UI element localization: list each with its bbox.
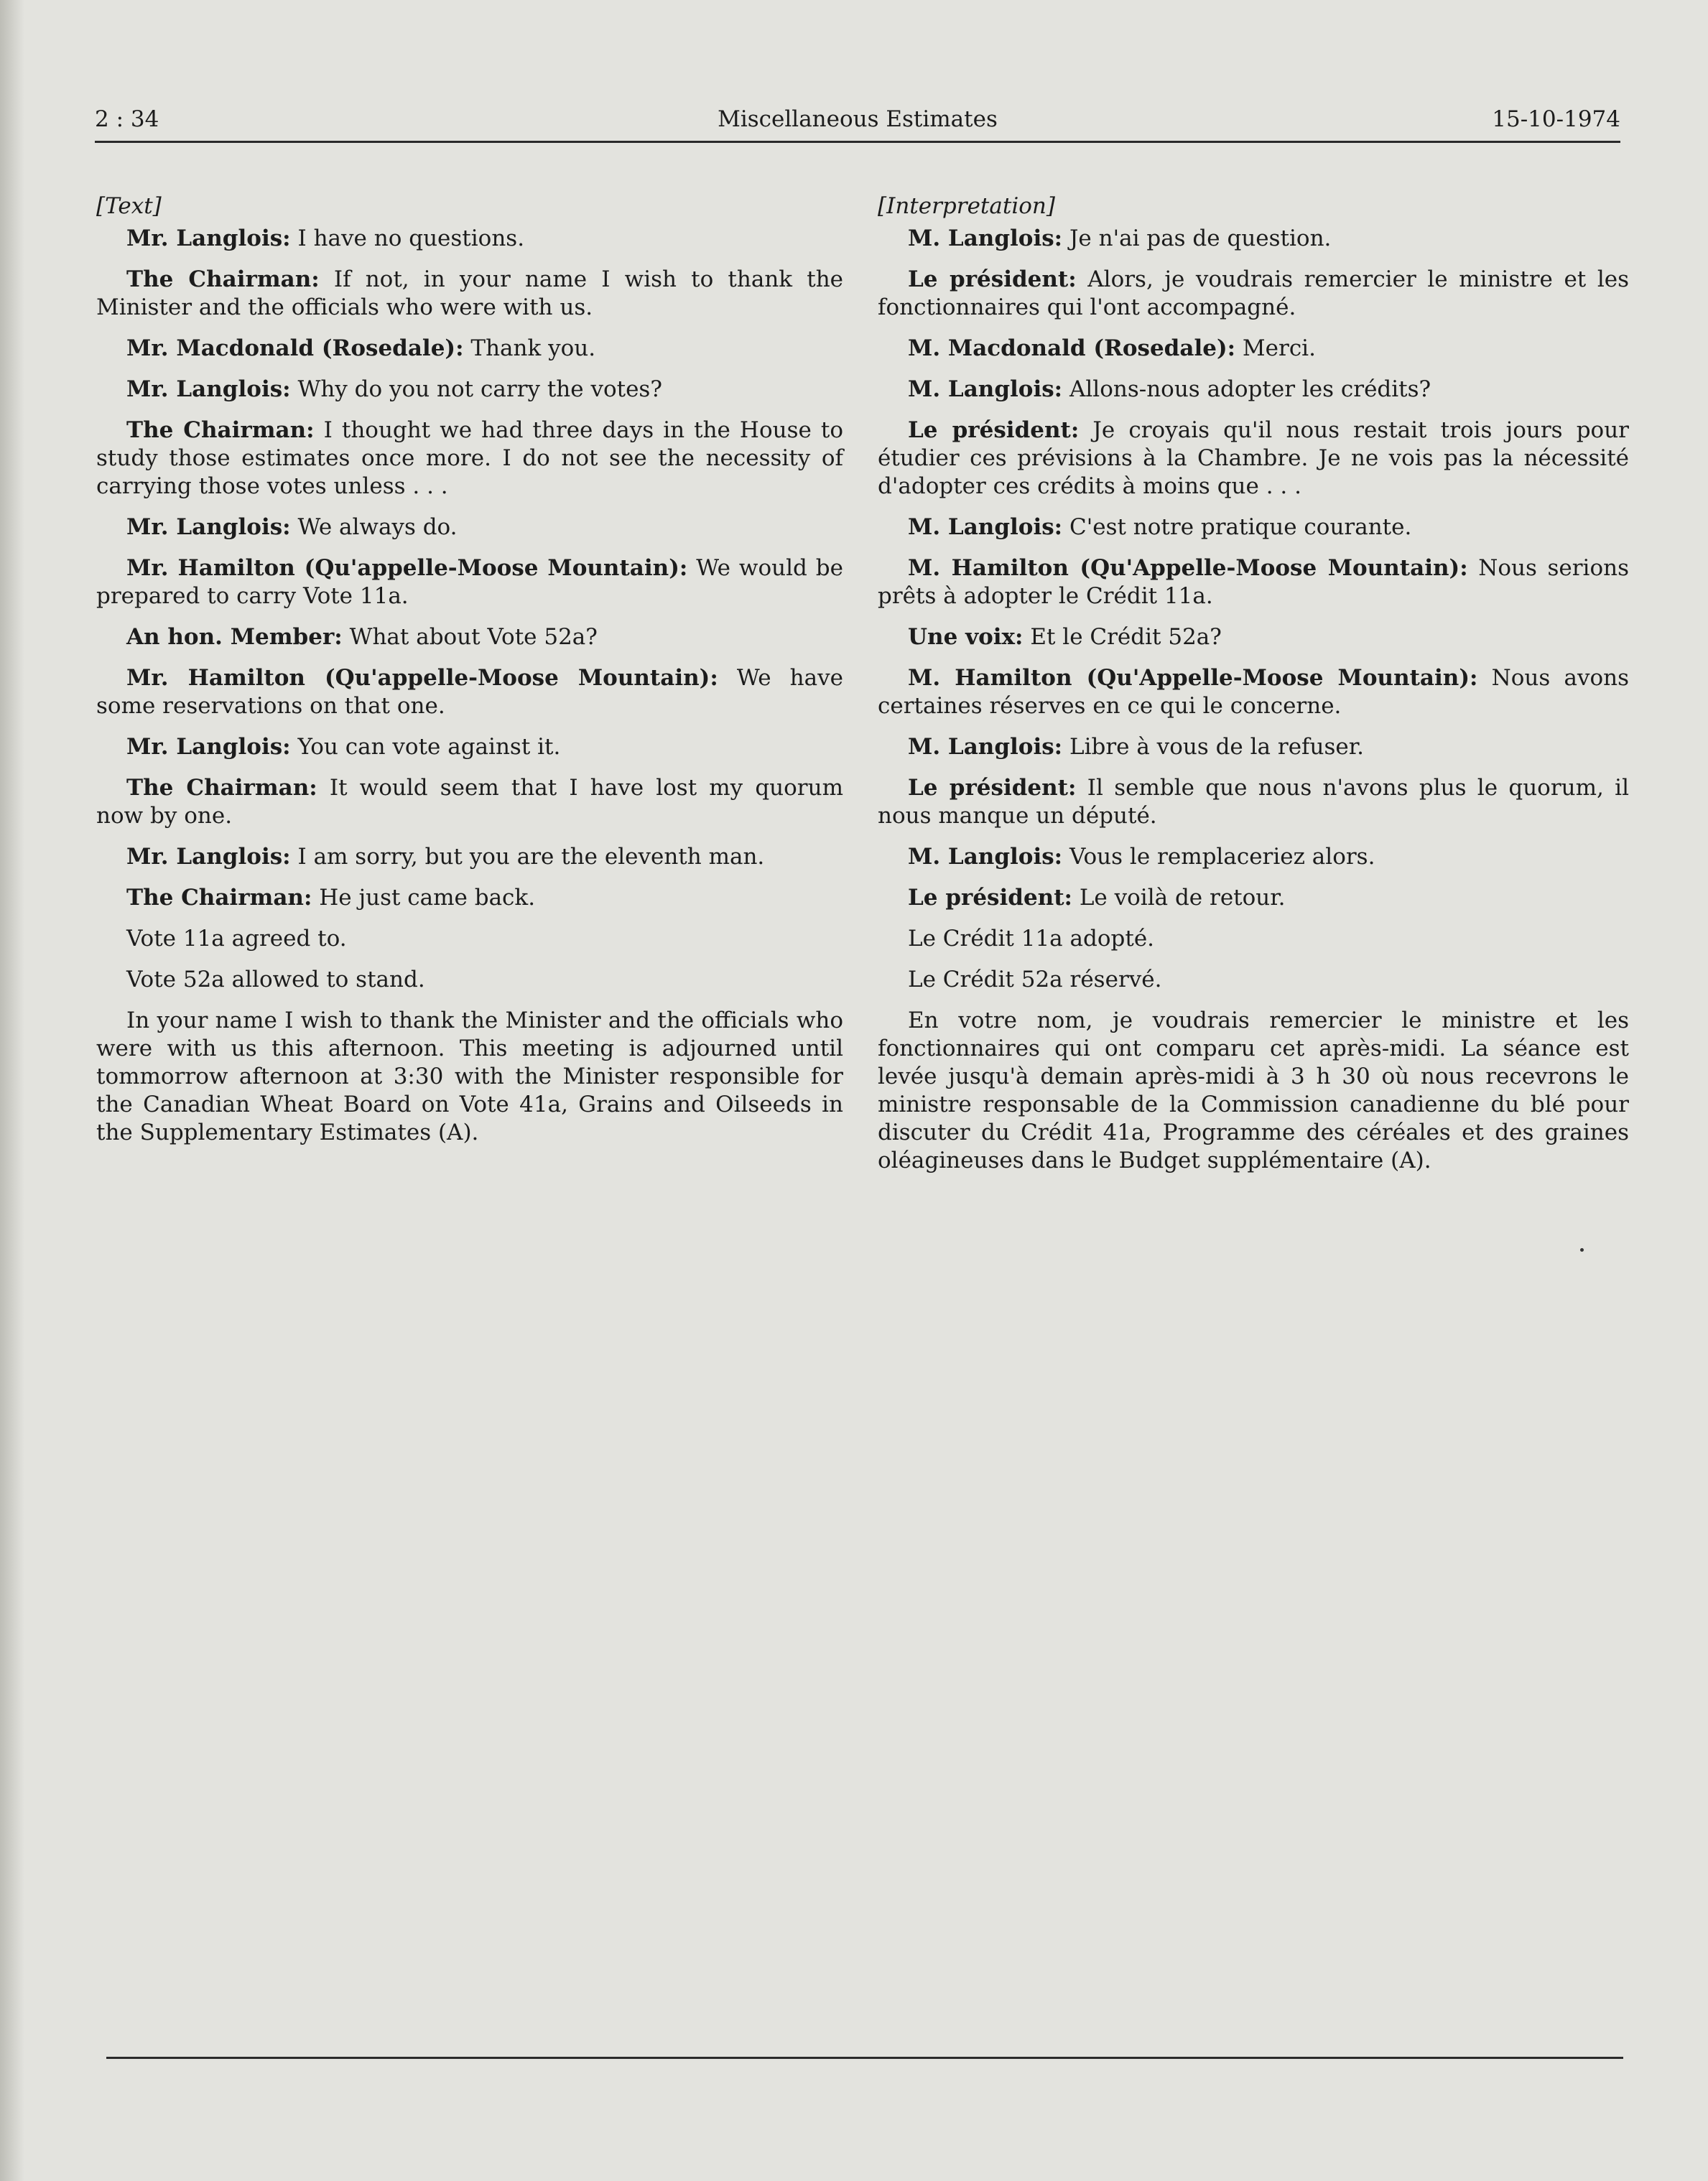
speaker-name: An hon. Member: — [126, 624, 343, 650]
paragraph — [96, 1007, 843, 1147]
paragraph — [878, 1007, 1629, 1175]
paragraph-text: Nous avons certaines réserves en ce qui le concerne. — [878, 665, 1630, 719]
paragraph-text: We have some reservations on that one. — [96, 665, 843, 719]
paragraph — [96, 966, 843, 994]
speaker-name: Mr. Langlois: — [126, 844, 291, 870]
speaker-name: The Chairman: — [126, 885, 312, 911]
paragraph-text: We would be prepared to carry Vote 11a. — [96, 555, 843, 609]
paragraph-text: Il semble que nous n'avons plus le quorum, il nous manque un député. — [878, 775, 1629, 829]
header-rule — [95, 141, 1620, 143]
paragraph-text: Le Crédit 11a adopté. — [908, 926, 1155, 952]
section-label-text: [Text] — [96, 193, 162, 219]
paragraph-text: He just came back. — [312, 885, 536, 911]
paragraph — [878, 513, 1629, 541]
paragraph — [878, 335, 1629, 363]
paragraph-text: If not, in your name I wish to thank the Minister and the officials who were with us. — [96, 266, 843, 320]
speaker-name: M. Langlois: — [908, 844, 1063, 870]
paragraph — [96, 733, 843, 761]
paragraph — [878, 664, 1629, 720]
paragraph — [878, 554, 1629, 610]
speaker-name: The Chairman: — [126, 775, 317, 801]
speaker-name: Mr. Langlois: — [126, 376, 291, 402]
paragraph — [96, 925, 843, 953]
paragraph — [96, 843, 843, 871]
speaker-name: Le président: — [908, 775, 1077, 801]
speaker-name: M. Langlois: — [908, 734, 1063, 760]
speaker-name: Mr. Langlois: — [126, 225, 291, 251]
page-header — [95, 101, 1620, 138]
paragraph-text: I am sorry, but you are the eleventh man. — [290, 844, 765, 870]
paragraph — [878, 966, 1629, 994]
paragraph-text: Et le Crédit 52a? — [1023, 624, 1222, 650]
paragraph-text: C'est notre pratique courante. — [1062, 514, 1412, 540]
paragraph — [878, 774, 1629, 830]
paragraph-text: I have no questions. — [290, 225, 525, 251]
speaker-name: M. Langlois: — [908, 225, 1063, 251]
paragraph — [878, 376, 1629, 404]
speaker-name: Le président: — [908, 885, 1072, 911]
paragraph — [96, 884, 843, 912]
paragraph-text: Vote 52a allowed to stand. — [126, 967, 425, 992]
speaker-name: M. Hamilton (Qu'Appelle-Moose Mountain): — [908, 555, 1468, 581]
paragraph — [878, 266, 1629, 322]
speaker-name: Mr. Langlois: — [126, 734, 291, 760]
paragraph — [96, 417, 843, 501]
paragraph-text: Vote 11a agreed to. — [126, 926, 347, 952]
paragraph — [96, 774, 843, 830]
header-date: 15-10-1974 — [1492, 106, 1620, 132]
paragraph-text: Vous le remplaceriez alors. — [1062, 844, 1375, 870]
english-paragraphs — [96, 225, 843, 1147]
paragraph — [878, 884, 1629, 912]
paragraph-text: Je n'ai pas de question. — [1062, 225, 1332, 251]
paragraph-text: Le voilà de retour. — [1072, 885, 1286, 911]
speaker-name: Mr. Macdonald (Rosedale): — [126, 335, 464, 361]
paragraph — [96, 225, 843, 253]
paragraph-text: Allons-nous adopter les crédits? — [1062, 376, 1431, 402]
footer-rule — [106, 2057, 1623, 2059]
paragraph-text: In your name I wish to thank the Minister and the officials who were with us this afternoon. This meeting is adjourned until tommorrow afternoon at 3:30 with the Minister responsible for the Canadian Wheat Board on Vote 41a, Grains and Oilseeds in the Supplementary Estimates (A). — [96, 1008, 843, 1145]
speaker-name: M. Langlois: — [908, 514, 1063, 540]
paragraph-text: I thought we had three days in the House to study those estimates once more. I do not see the necessity of carrying those votes unless . . . — [96, 417, 843, 499]
paragraph — [96, 266, 843, 322]
speaker-name: M. Langlois: — [908, 376, 1063, 402]
paragraph — [878, 225, 1629, 253]
paragraph — [878, 843, 1629, 871]
french-column — [878, 192, 1629, 1188]
speaker-name: Le président: — [908, 417, 1080, 443]
paragraph-text: It would seem that I have lost my quorum now by one. — [96, 775, 843, 829]
speaker-name: M. Macdonald (Rosedale): — [908, 335, 1236, 361]
paragraph-text: What about Vote 52a? — [342, 624, 598, 650]
paragraph-text: Je croyais qu'il nous restait trois jours pour étudier ces prévisions à la Chambre. Je ne vois pas la nécessité d'adopter ces crédits à moins que . . . — [878, 417, 1629, 499]
paragraph-text: Nous serions prêts à adopter le Crédit 11a. — [878, 555, 1629, 609]
page-number: 2 : 34 — [95, 106, 159, 132]
running-title: Miscellaneous Estimates — [718, 106, 998, 132]
speaker-name: Une voix: — [908, 624, 1024, 650]
paragraph — [96, 376, 843, 404]
paragraph-text: En votre nom, je voudrais remercier le ministre et les fonctionnaires qui ont comparu cet après-midi. La séance est levée jusqu'à demain après-midi à 3 h 30 où nous recevrons le ministre responsable de la Commission canadienne du blé pour discuter du Crédit 41a, Programme des céréales et des graines oléagineuses dans le Budget supplémentaire (A). — [878, 1008, 1629, 1173]
paragraph-text: Le Crédit 52a réservé. — [908, 967, 1162, 992]
paragraph-text: We always do. — [290, 514, 458, 540]
speaker-name: Mr. Langlois: — [126, 514, 291, 540]
speaker-name: Mr. Hamilton (Qu'appelle-Moose Mountain): — [126, 555, 688, 581]
paragraph — [878, 417, 1629, 501]
paragraph-text: Alors, je voudrais remercier le ministre et les fonctionnaires qui l'ont accompagné. — [878, 266, 1629, 320]
paragraph-text: Why do you not carry the votes? — [290, 376, 662, 402]
speaker-name: Mr. Hamilton (Qu'appelle-Moose Mountain): — [126, 665, 718, 691]
paragraph-text: Thank you. — [463, 335, 596, 361]
paragraph — [878, 925, 1629, 953]
french-paragraphs — [878, 225, 1629, 1175]
stray-mark — [1580, 1248, 1584, 1252]
page-edge-shadow — [0, 0, 24, 2181]
paragraph — [96, 554, 843, 610]
paragraph — [96, 623, 843, 651]
paragraph — [878, 623, 1629, 651]
paragraph — [96, 513, 843, 541]
paragraph-text: Merci. — [1235, 335, 1316, 361]
paragraph-text: Libre à vous de la refuser. — [1062, 734, 1365, 760]
speaker-name: M. Hamilton (Qu'Appelle-Moose Mountain): — [908, 665, 1478, 691]
speaker-name: The Chairman: — [126, 266, 320, 292]
speaker-name: The Chairman: — [126, 417, 315, 443]
paragraph — [96, 335, 843, 363]
paragraph — [96, 664, 843, 720]
english-column — [96, 192, 843, 1160]
speaker-name: Le président: — [908, 266, 1077, 292]
paragraph-text: You can vote against it. — [290, 734, 561, 760]
paragraph — [878, 733, 1629, 761]
section-label-interpretation: [Interpretation] — [878, 193, 1055, 219]
